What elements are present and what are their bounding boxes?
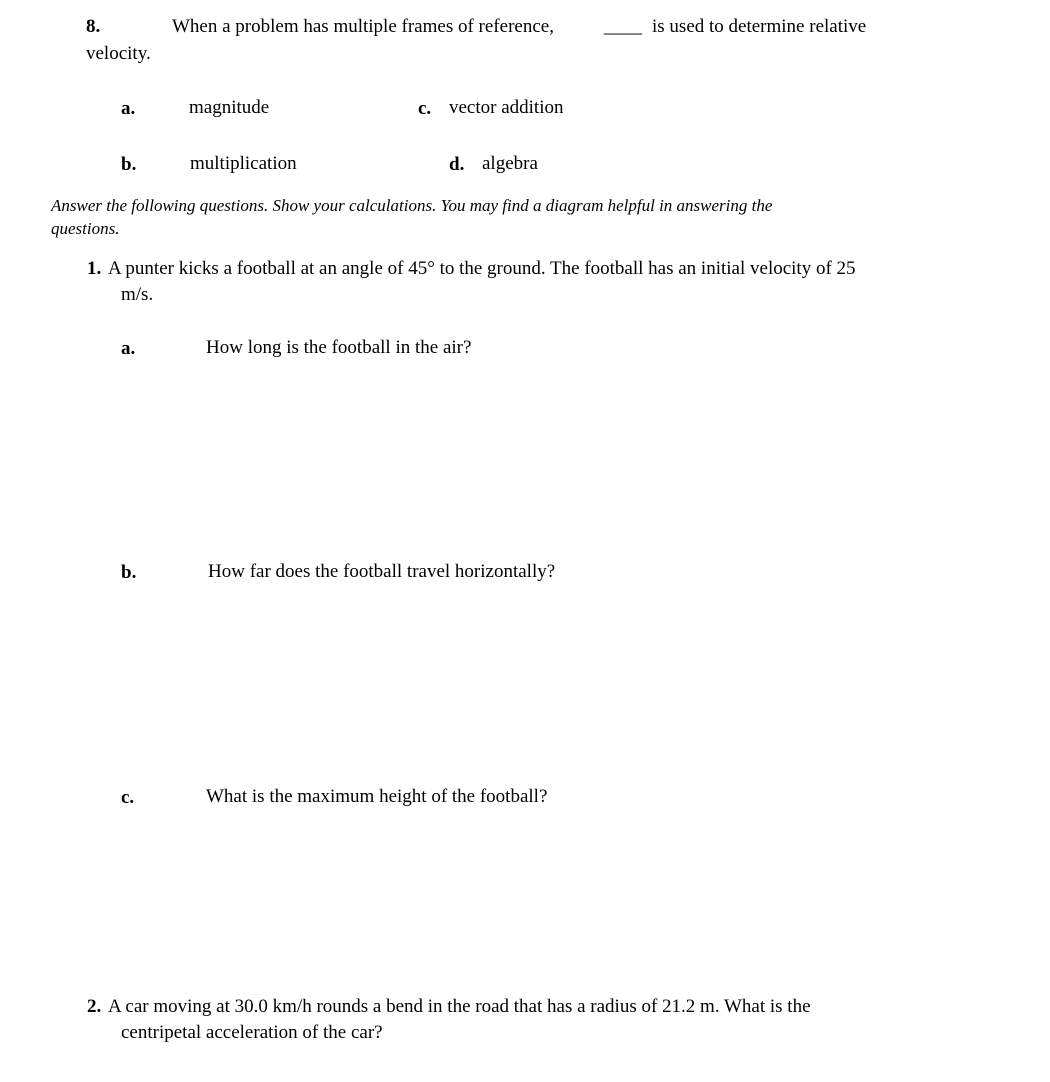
problem-1-text-line-1: A punter kicks a football at an angle of 45° to the ground. The football has an initial velocity of 25 [108, 258, 856, 279]
part-b-question: How far does the football travel horizontally? [208, 561, 556, 582]
part-a-question: How long is the football in the air? [206, 337, 472, 358]
problem-2-number: 2. [87, 996, 102, 1017]
question-8-number: 8. [86, 16, 101, 37]
choice-d-text: algebra [482, 153, 538, 174]
choice-c-letter: c. [418, 98, 432, 119]
part-b-letter: b. [121, 562, 137, 583]
part-a-letter: a. [121, 338, 136, 359]
problem-1-text-line-2: m/s. [121, 284, 154, 305]
choice-b-letter: b. [121, 154, 137, 175]
problem-2-text-line-1: A car moving at 30.0 km/h rounds a bend in the road that has a radius of 21.2 m. What is the [108, 996, 811, 1017]
instructions-line-1: Answer the following questions. Show your calculations. You may find a diagram helpful in answering the [51, 196, 773, 215]
choice-c-text: vector addition [449, 97, 564, 118]
problem-1-number: 1. [87, 258, 102, 279]
choice-d-letter: d. [449, 154, 465, 175]
question-8-stem-part1: When a problem has multiple frames of reference, [172, 16, 554, 37]
part-c-question: What is the maximum height of the football? [206, 786, 548, 807]
choice-a-letter: a. [121, 98, 136, 119]
choice-b-text: multiplication [190, 153, 297, 174]
problem-2-text-line-2: centripetal acceleration of the car? [121, 1022, 383, 1043]
choice-a-text: magnitude [189, 97, 270, 118]
question-8-stem-continued: velocity. [86, 43, 151, 64]
instructions-line-2: questions. [51, 219, 120, 238]
question-8-blank: ____ [604, 16, 642, 37]
question-8-stem-part2: is used to determine relative [652, 16, 867, 37]
part-c-letter: c. [121, 787, 135, 808]
